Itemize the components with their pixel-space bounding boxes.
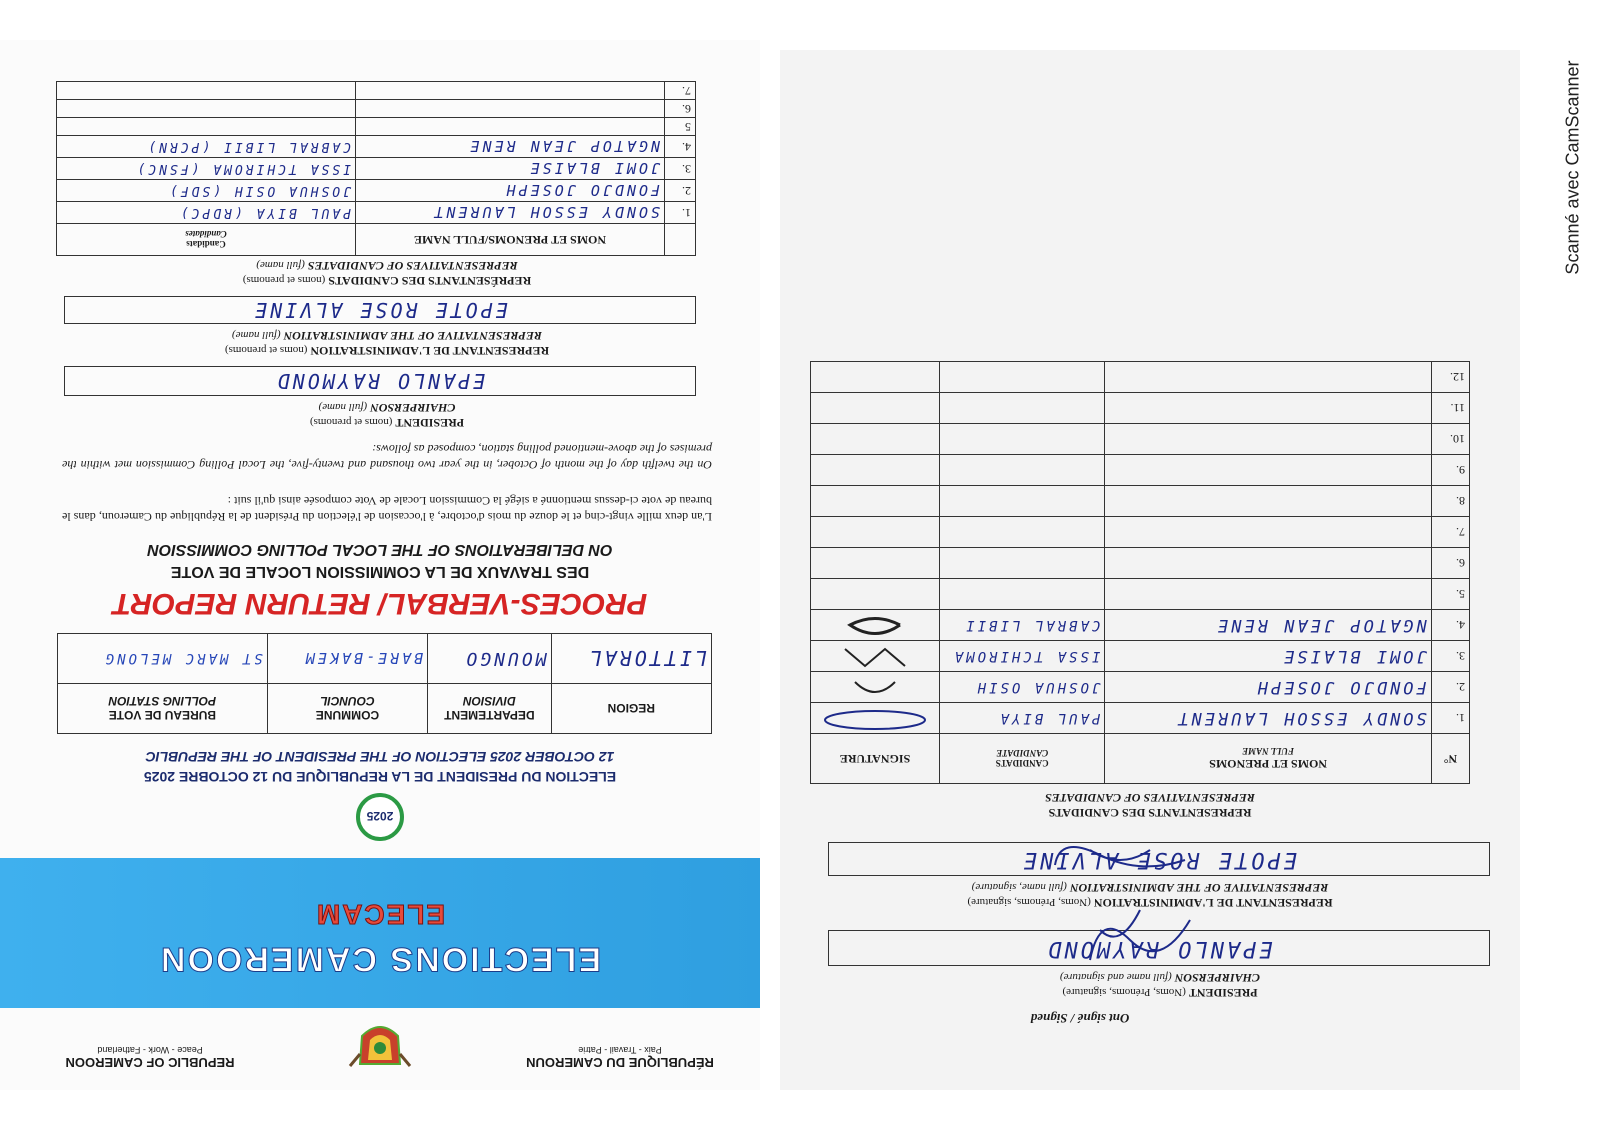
admin-signature-box: EPOTE ROSE ALVINE — [828, 842, 1490, 876]
admin-signature-mark — [1050, 840, 1190, 880]
right-page — [780, 50, 1520, 1090]
name-header: NOMS ET PRENOMS/FULL NAME — [356, 224, 665, 256]
table-row: 2. FONDJO JOSEPH JOSHUA OSIH — [811, 672, 1470, 703]
election-title-en: 12 OCTOBER 2025 ELECTION OF THE PRESIDENT OF THE REPUBLIC — [145, 749, 615, 765]
region-value: LITTORAL — [551, 634, 711, 684]
name-header: NOMS ET PRENOMS FULL NAME — [1105, 734, 1431, 784]
country-en: REPUBLIC OF CAMEROON Peace - Work - Fatherland — [65, 1045, 235, 1070]
admin-label: REPRESENTANT DE L'ADMINISTRATION (noms et prenoms) REPRESENTATIVE OF THE ADMINISTRATION (full name) — [224, 329, 550, 358]
signature-header: SIGNATURE — [811, 734, 940, 784]
table-row: 4. NGATOP JEAN RENE CABRAL LIBII — [811, 610, 1470, 641]
num-header — [665, 224, 696, 256]
election-title-fr: ELECTION DU PRESIDENT DE LA REPUBLIQUE DU 12 OCTOBRE 2025 — [143, 769, 617, 785]
reps-label: REPRESENTANTS DES CANDIDATS REPRESENTATIVES OF CANDIDATES — [1045, 791, 1255, 820]
candidate-header: Candidats Candidates — [57, 224, 356, 256]
org-title: ELECTIONS CAMEROON — [158, 940, 602, 978]
table-row: 8. — [811, 486, 1470, 517]
report-subtitle-fr: DES TRAVAUX DE LA COMMISSION LOCALE DE VOTE — [170, 563, 590, 580]
division-value: MOUNGO — [428, 634, 551, 684]
intro-fr: L'an deux mille vingt-cinq et le douze du mois d'octobre, à l'occasion de l'élection du Président de la République du Cameroun, dans le bureau de vote ci-dessus mentionné a siégé la Commission Locale de Vote composée ainsi qu'il suit : — [62, 494, 712, 524]
reps-table — [56, 81, 696, 256]
elecam-banner — [0, 858, 760, 1008]
admin-name-box: EPOTE ROSE ALVINE — [64, 296, 696, 324]
president-signature-mark — [1080, 900, 1200, 980]
president-label: PRESIDENT (noms et prenoms) CHAIRPERSON (full name) — [309, 401, 465, 430]
signature-scribble-icon — [811, 703, 940, 734]
council-value: BARE-BAKEM — [267, 634, 427, 684]
table-row: 5. — [811, 579, 1470, 610]
country-fr: RÉPUBLIQUE DU CAMEROUN Paix - Travail - Patrie — [526, 1045, 714, 1070]
candidate-header: CANDIDATS CANDIDATE — [940, 734, 1105, 784]
president-label: PRESIDENT (Noms, Prénoms, signature) CHAIRPERSON (full name and signature) — [1059, 971, 1261, 1000]
reps-label: REPRÉSENTANTS DES CANDIDATS (noms et prenoms) REPRESENTATIVES OF CANDIDATES (full name) — [242, 259, 532, 288]
president-signature-box: EPANLO RAYMOND — [828, 930, 1490, 966]
camscanner-watermark: Scanné avec CamScanner — [1562, 60, 1583, 275]
table-row: 2. FONDJO JOSEPH JOSHUA OSIH (SDF) — [57, 180, 696, 202]
table-row: 12. — [811, 362, 1470, 393]
table-row: 9. — [811, 455, 1470, 486]
table-row: 5 — [57, 118, 696, 136]
signature-scribble-icon — [811, 641, 940, 672]
table-row: 1. SONDY ESSOH LAURENT PAUL BIYA — [811, 703, 1470, 734]
division-header: DEPARTEMENT DIVISION — [428, 684, 551, 734]
num-header: N° — [1431, 734, 1469, 784]
location-table — [57, 633, 712, 734]
report-subtitle-en: ON DELIBERATIONS OF THE LOCAL POLLING COMMISSION — [147, 541, 613, 558]
table-row: 4. NGATOP JEAN RENE CABRAL LIBII (PCRN) — [57, 136, 696, 158]
table-row: 10. — [811, 424, 1470, 455]
council-header: COMMUNE COUNCIL — [267, 684, 427, 734]
polling-station-value: ST MARC MELONG — [58, 634, 268, 684]
region-header: REGION — [551, 684, 711, 734]
signature-scribble-icon — [811, 672, 940, 703]
president-name-box: EPANLO RAYMOND — [64, 366, 696, 396]
table-row: 3. JOMI BLAISE ISSA TCHIROMA (FSNC) — [57, 158, 696, 180]
svg-text:2025: 2025 — [366, 809, 394, 823]
table-row: 1. SONDY ESSOH LAURENT PAUL BIYA (RDPC) — [57, 202, 696, 224]
signature-scribble-icon — [811, 610, 940, 641]
signature-table — [810, 361, 1470, 784]
report-title: PROCES-VERBAL/ RETURN REPORT — [112, 587, 648, 620]
table-row: 3. JOMI BLAISE ISSA TCHIROMA — [811, 641, 1470, 672]
coat-of-arms-icon — [340, 1014, 420, 1074]
table-row: 6. — [57, 100, 696, 118]
left-page — [0, 40, 760, 1090]
table-row: 6. — [811, 548, 1470, 579]
admin-label: REPRESENTANT DE L'ADMINISTRATION (Noms, Prénoms, signature) REPRESENTATIVE OF THE ADMINISTRATION (full name, signature) — [967, 881, 1333, 910]
signed-label: Ont signé / Signed — [1030, 1011, 1130, 1026]
table-row: 7. — [57, 82, 696, 100]
org-acronym: ELECAM — [314, 899, 446, 930]
table-row: 7. — [811, 517, 1470, 548]
polling-station-header: BUREAU DE VOTE POLLING STATION — [58, 684, 268, 734]
election-logo-icon — [345, 792, 415, 842]
table-row: 11. — [811, 393, 1470, 424]
intro-en: On the twelfth day of the month of October, in the year two thousand and twenty-five, the Local Polling Commission met within the premises of the above-mentioned polling station, composed as follows: — [62, 442, 712, 472]
